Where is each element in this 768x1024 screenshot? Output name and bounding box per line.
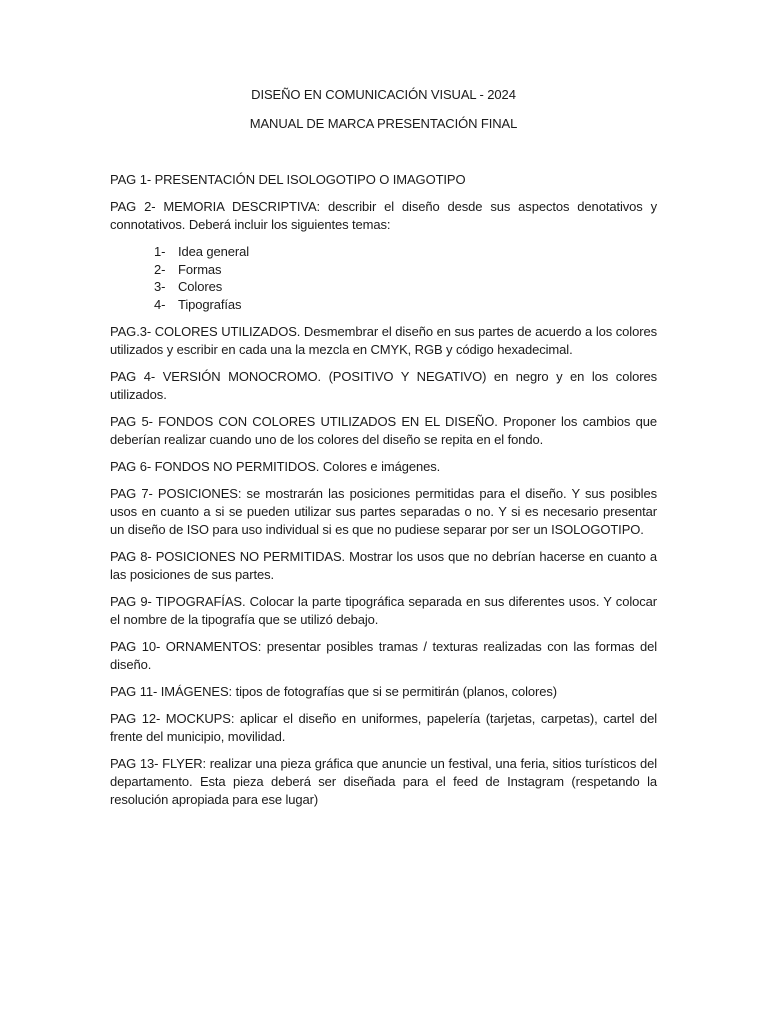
page-12-item: PAG 12- MOCKUPS: aplicar el diseño en uniformes, papelería (tarjetas, carpetas), cartel del frente del municipio, movilidad. bbox=[110, 710, 657, 744]
page-4-item: PAG 4- VERSIÓN MONOCROMO. (POSITIVO Y NEGATIVO) en negro y en los colores utilizados. bbox=[110, 368, 657, 402]
document-body bbox=[110, 86, 657, 818]
list-label: Tipografías bbox=[178, 297, 242, 313]
topics-list bbox=[110, 243, 657, 314]
page-5-item: PAG 5- FONDOS CON COLORES UTILIZADOS EN EL DISEÑO. Proponer los cambios que deberían realizar cuando uno de los colores del diseño se repita en el fondo. bbox=[110, 413, 657, 447]
list-item bbox=[154, 243, 657, 261]
list-number: 1- bbox=[154, 244, 166, 259]
page-8-item: PAG 8- POSICIONES NO PERMITIDAS. Mostrar los usos que no debrían hacerse en cuanto a las posiciones de sus partes. bbox=[110, 548, 657, 582]
list-number: 2- bbox=[154, 261, 166, 277]
list-number: 4- bbox=[154, 297, 166, 313]
page-13-item: PAG 13- FLYER: realizar una pieza gráfica que anuncie un festival, una feria, sitios turísticos del departamento. Esta pieza deberá ser diseñada para el feed de Instagram (respetando la resolución apropiada para ese lugar) bbox=[110, 755, 657, 807]
page-6-item: PAG 6- FONDOS NO PERMITIDOS. Colores e imágenes. bbox=[110, 458, 441, 474]
list-label: Formas bbox=[178, 261, 222, 277]
page-10-item: PAG 10- ORNAMENTOS: presentar posibles tramas / texturas realizadas con las formas del diseño. bbox=[110, 638, 657, 672]
page-1-item: PAG 1- PRESENTACIÓN DEL ISOLOGOTIPO O IMAGOTIPO bbox=[110, 172, 466, 187]
list-number: 3- bbox=[154, 279, 166, 295]
page-7-item: PAG 7- POSICIONES: se mostrarán las posiciones permitidas para el diseño. Y sus posibles usos en cuanto a si se pueden utilizar sus partes separadas o no. Y si es necesario presentar un diseño de ISO para uso individual si es que no pudiese separar por ser un ISOLOGOTIPO. bbox=[110, 485, 657, 537]
list-label: Colores bbox=[178, 279, 223, 295]
page-9-item: PAG 9- TIPOGRAFÍAS. Colocar la parte tipográfica separada en sus diferentes usos. Y colocar el nombre de la tipografía que se utilizó debajo. bbox=[110, 593, 657, 627]
list-item bbox=[154, 261, 657, 279]
list-item bbox=[154, 278, 657, 296]
page-11-item: PAG 11- IMÁGENES: tipos de fotografías que si se permitirán (planos, colores) bbox=[110, 683, 558, 699]
page-2-item: PAG 2- MEMORIA DESCRIPTIVA: describir el diseño desde sus aspectos denotativos y connotativos. Deberá incluir los siguientes temas: bbox=[110, 199, 657, 232]
list-item bbox=[154, 296, 657, 314]
page-3-item: PAG.3- COLORES UTILIZADOS. Desmembrar el diseño en sus partes de acuerdo a los colores utilizados y escribir en cada una la mezcla en CMYK, RGB y código hexadecimal. bbox=[110, 323, 657, 357]
document-title: DISEÑO EN COMUNICACIÓN VISUAL - 2024 bbox=[251, 87, 516, 102]
list-label: Idea general bbox=[178, 244, 250, 259]
document-subtitle: MANUAL DE MARCA PRESENTACIÓN FINAL bbox=[249, 116, 518, 131]
